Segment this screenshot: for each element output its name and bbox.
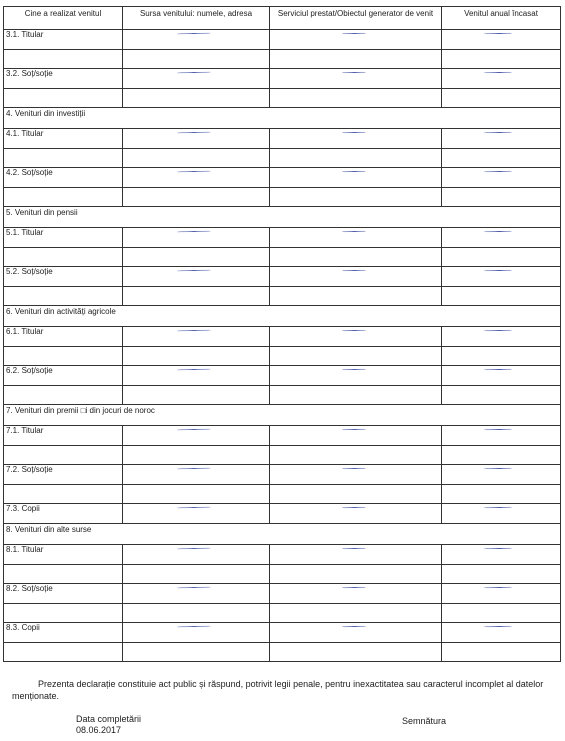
empty-cell: [442, 50, 561, 69]
dash-mark-cell: [123, 129, 270, 149]
blank-row: [4, 347, 561, 366]
dash-mark-cell: [442, 545, 561, 565]
empty-cell: [442, 565, 561, 584]
dash-mark-cell: [270, 545, 442, 565]
signature-label: Semnătura: [402, 716, 447, 726]
row-label: 7.2. Soț/soție: [4, 465, 123, 485]
handwritten-dash: [272, 267, 439, 275]
dash-mark-cell: [442, 228, 561, 248]
dash-mark-cell: [123, 465, 270, 485]
dash-mark-cell: [270, 129, 442, 149]
dash-mark-cell: [270, 465, 442, 485]
table-row: [4, 504, 561, 524]
empty-cell: [4, 347, 123, 366]
dash-mark-cell: [442, 129, 561, 149]
row-label: 8.3. Copii: [4, 623, 123, 643]
row-label: 6.2. Soț/soție: [4, 366, 123, 386]
dash-mark-cell: [270, 30, 442, 50]
section-row: [4, 306, 561, 327]
handwritten-dash: [444, 426, 558, 434]
dash-mark-cell: [270, 228, 442, 248]
empty-cell: [123, 565, 270, 584]
empty-cell: [442, 446, 561, 465]
empty-cell: [270, 248, 442, 267]
table-row: [4, 465, 561, 485]
handwritten-dash: [444, 504, 558, 512]
handwritten-dash: [444, 168, 558, 176]
handwritten-dash: [125, 69, 267, 77]
blank-row: [4, 446, 561, 465]
row-label: 4.1. Titular: [4, 129, 123, 149]
empty-cell: [4, 643, 123, 662]
empty-cell: [442, 643, 561, 662]
empty-cell: [4, 149, 123, 168]
row-label: 3.2. Soț/soție: [4, 69, 123, 89]
handwritten-dash: [272, 69, 439, 77]
empty-cell: [270, 149, 442, 168]
row-label: 7.3. Copii: [4, 504, 123, 524]
row-label: 8.1. Titular: [4, 545, 123, 565]
row-label: 6.1. Titular: [4, 327, 123, 347]
empty-cell: [270, 485, 442, 504]
handwritten-dash: [444, 129, 558, 137]
handwritten-dash: [125, 465, 267, 473]
dash-mark-cell: [442, 30, 561, 50]
completion-date-block: [76, 714, 141, 736]
table-row: [4, 30, 561, 50]
section-heading: 5. Venituri din pensii: [4, 207, 561, 228]
handwritten-dash: [125, 504, 267, 512]
empty-cell: [270, 89, 442, 108]
empty-cell: [123, 50, 270, 69]
handwritten-dash: [444, 465, 558, 473]
empty-cell: [123, 89, 270, 108]
empty-cell: [4, 248, 123, 267]
dash-mark-cell: [442, 267, 561, 287]
empty-cell: [442, 188, 561, 207]
section-heading: 6. Venituri din activități agricole: [4, 306, 561, 327]
table-row: [4, 366, 561, 386]
dash-mark-cell: [123, 623, 270, 643]
header-income-earner: Cine a realizat venitul: [4, 7, 123, 30]
empty-cell: [4, 89, 123, 108]
handwritten-dash: [125, 30, 267, 38]
handwritten-dash: [444, 267, 558, 275]
table-row: [4, 426, 561, 446]
dash-mark-cell: [270, 426, 442, 446]
dash-mark-cell: [270, 366, 442, 386]
handwritten-dash: [444, 69, 558, 77]
empty-cell: [123, 643, 270, 662]
dash-mark-cell: [442, 168, 561, 188]
section-heading: 7. Venituri din premii □i din jocuri de noroc: [4, 405, 561, 426]
row-label: 8.2. Soț/soție: [4, 584, 123, 604]
handwritten-dash: [444, 366, 558, 374]
dash-mark-cell: [123, 228, 270, 248]
handwritten-dash: [272, 30, 439, 38]
empty-cell: [123, 485, 270, 504]
row-label: 7.1. Titular: [4, 426, 123, 446]
handwritten-dash: [272, 504, 439, 512]
table-body: [4, 30, 561, 662]
table-row: [4, 129, 561, 149]
empty-cell: [270, 643, 442, 662]
section-heading: 8. Venituri din alte surse: [4, 524, 561, 545]
row-label: 4.2. Soț/soție: [4, 168, 123, 188]
dash-mark-cell: [442, 623, 561, 643]
handwritten-dash: [125, 366, 267, 374]
handwritten-dash: [272, 465, 439, 473]
dash-mark-cell: [123, 584, 270, 604]
empty-cell: [270, 565, 442, 584]
empty-cell: [4, 188, 123, 207]
handwritten-dash: [444, 228, 558, 236]
blank-row: [4, 287, 561, 306]
dash-mark-cell: [442, 426, 561, 446]
dash-mark-cell: [270, 504, 442, 524]
empty-cell: [442, 347, 561, 366]
section-row: [4, 108, 561, 129]
empty-cell: [270, 287, 442, 306]
empty-cell: [4, 50, 123, 69]
dash-mark-cell: [123, 426, 270, 446]
header-annual-income: Venitul anual încasat: [442, 7, 561, 30]
empty-cell: [123, 386, 270, 405]
dash-mark-cell: [442, 504, 561, 524]
dash-mark-cell: [270, 584, 442, 604]
dash-mark-cell: [123, 545, 270, 565]
empty-cell: [123, 188, 270, 207]
handwritten-dash: [272, 366, 439, 374]
table-row: [4, 584, 561, 604]
row-label: 5.2. Soț/soție: [4, 267, 123, 287]
blank-row: [4, 604, 561, 623]
dash-mark-cell: [442, 465, 561, 485]
table-row: [4, 545, 561, 565]
dash-mark-cell: [123, 327, 270, 347]
empty-cell: [123, 347, 270, 366]
handwritten-dash: [444, 30, 558, 38]
dash-mark-cell: [123, 267, 270, 287]
handwritten-dash: [125, 129, 267, 137]
blank-row: [4, 643, 561, 662]
handwritten-dash: [444, 584, 558, 592]
dash-mark-cell: [442, 69, 561, 89]
dash-mark-cell: [123, 504, 270, 524]
dash-mark-cell: [123, 30, 270, 50]
handwritten-dash: [125, 426, 267, 434]
empty-cell: [123, 446, 270, 465]
handwritten-dash: [272, 129, 439, 137]
empty-cell: [442, 248, 561, 267]
handwritten-dash: [125, 327, 267, 335]
declaration-table: [3, 6, 561, 662]
section-row: [4, 524, 561, 545]
table-row: [4, 327, 561, 347]
empty-cell: [442, 386, 561, 405]
date-label: Data completării: [76, 714, 142, 724]
blank-row: [4, 50, 561, 69]
table-row: [4, 228, 561, 248]
empty-cell: [4, 287, 123, 306]
blank-row: [4, 149, 561, 168]
empty-cell: [442, 604, 561, 623]
date-value: 08.06.2017: [76, 725, 122, 735]
handwritten-dash: [272, 228, 439, 236]
row-label: 3.1. Titular: [4, 30, 123, 50]
handwritten-dash: [444, 327, 558, 335]
section-row: [4, 405, 561, 426]
empty-cell: [123, 248, 270, 267]
handwritten-dash: [444, 545, 558, 553]
handwritten-dash: [125, 623, 267, 631]
blank-row: [4, 248, 561, 267]
empty-cell: [4, 386, 123, 405]
table-row: [4, 69, 561, 89]
handwritten-dash: [125, 228, 267, 236]
handwritten-dash: [272, 168, 439, 176]
handwritten-dash: [444, 623, 558, 631]
empty-cell: [270, 446, 442, 465]
handwritten-dash: [125, 168, 267, 176]
row-label: 5.1. Titular: [4, 228, 123, 248]
blank-row: [4, 565, 561, 584]
empty-cell: [4, 604, 123, 623]
handwritten-dash: [272, 623, 439, 631]
empty-cell: [270, 347, 442, 366]
handwritten-dash: [272, 426, 439, 434]
dash-mark-cell: [270, 69, 442, 89]
table-row: [4, 168, 561, 188]
dash-mark-cell: [442, 584, 561, 604]
blank-row: [4, 188, 561, 207]
empty-cell: [123, 149, 270, 168]
empty-cell: [270, 50, 442, 69]
public-act-statement: Prezenta declarație constituie act public și răspund, potrivit legii penale, pentru inexactitatea sau caracterul incomplet al datelor menționate.: [12, 679, 544, 701]
empty-cell: [123, 604, 270, 623]
empty-cell: [4, 485, 123, 504]
handwritten-dash: [272, 327, 439, 335]
empty-cell: [442, 287, 561, 306]
section-row: [4, 207, 561, 228]
table-row: [4, 623, 561, 643]
dash-mark-cell: [442, 366, 561, 386]
dash-mark-cell: [442, 327, 561, 347]
handwritten-dash: [272, 545, 439, 553]
header-income-source: Sursa venitului: numele, adresa: [123, 7, 270, 30]
blank-row: [4, 386, 561, 405]
empty-cell: [123, 287, 270, 306]
header-service-object: Serviciul prestat/Obiectul generator de venit: [270, 7, 442, 30]
empty-cell: [4, 565, 123, 584]
dash-mark-cell: [270, 327, 442, 347]
empty-cell: [4, 446, 123, 465]
dash-mark-cell: [270, 623, 442, 643]
empty-cell: [442, 149, 561, 168]
handwritten-dash: [125, 545, 267, 553]
table-row: [4, 267, 561, 287]
handwritten-dash: [125, 584, 267, 592]
blank-row: [4, 89, 561, 108]
blank-row: [4, 485, 561, 504]
empty-cell: [270, 188, 442, 207]
dash-mark-cell: [123, 69, 270, 89]
empty-cell: [270, 604, 442, 623]
section-heading: 4. Venituri din investiții: [4, 108, 561, 129]
header-row: [4, 7, 561, 30]
dash-mark-cell: [123, 366, 270, 386]
handwritten-dash: [272, 584, 439, 592]
dash-mark-cell: [123, 168, 270, 188]
empty-cell: [442, 485, 561, 504]
empty-cell: [270, 386, 442, 405]
empty-cell: [442, 89, 561, 108]
dash-mark-cell: [270, 168, 442, 188]
handwritten-dash: [125, 267, 267, 275]
dash-mark-cell: [270, 267, 442, 287]
